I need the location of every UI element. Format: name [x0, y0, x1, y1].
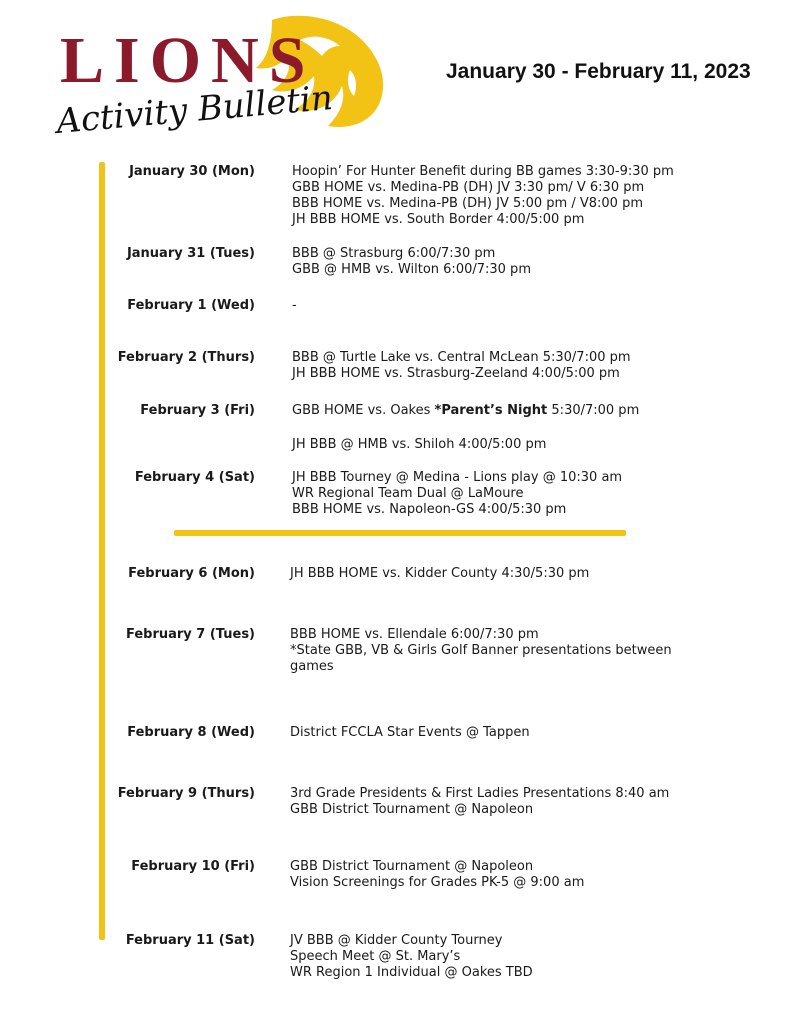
event-list — [292, 350, 712, 382]
event-item — [292, 403, 712, 419]
event-item: Vision Screenings for Grades PK-5 @ 9:00 am — [290, 875, 585, 890]
event-item: GBB District Tournament @ Napoleon — [290, 859, 534, 874]
day-label: February 4 (Sat) — [134, 470, 255, 485]
event-item: GBB @ HMB vs. Wilton 6:00/7:30 pm — [292, 262, 531, 277]
event-item: BBB @ Strasburg 6:00/7:30 pm — [292, 246, 496, 261]
event-item: BBB HOME vs. Napoleon-GS 4:00/5:30 pm — [292, 502, 567, 517]
logo-word: LIONS — [60, 24, 316, 97]
event-item: - — [292, 298, 297, 313]
logo-script: Activity Bulletin — [54, 78, 335, 142]
day-label: January 31 (Tues) — [126, 246, 255, 261]
vertical-divider — [99, 162, 105, 940]
horizontal-divider — [174, 530, 626, 536]
day-label: February 7 (Tues) — [125, 627, 255, 642]
event-text: 5:30/7:00 pm — [547, 403, 640, 418]
event-item: BBB HOME vs. Medina-PB (DH) JV 5:00 pm / V8:00 pm — [292, 196, 643, 211]
event-spacer — [292, 419, 712, 437]
day-label: February 6 (Mon) — [128, 566, 255, 581]
day-label: January 30 (Mon) — [129, 164, 255, 179]
event-item: JV BBB @ Kidder County Tourney — [290, 933, 503, 948]
event-list — [292, 164, 712, 228]
event-item: GBB District Tournament @ Napoleon — [290, 802, 534, 817]
day-label: February 11 (Sat) — [125, 933, 255, 948]
event-text: GBB HOME vs. Oakes — [292, 403, 435, 418]
event-item: GBB HOME vs. Medina-PB (DH) JV 3:30 pm/ V 6:30 pm — [292, 180, 645, 195]
day-label: February 8 (Wed) — [127, 725, 255, 740]
event-item: JH BBB Tourney @ Medina - Lions play @ 10:30 am — [292, 470, 623, 485]
event-item: Speech Meet @ St. Mary’s — [290, 949, 461, 964]
event-item: BBB @ Turtle Lake vs. Central McLean 5:30/7:00 pm — [292, 350, 631, 365]
event-item: 3rd Grade Presidents & First Ladies Presentations 8:40 am — [290, 786, 670, 801]
event-item: WR Region 1 Individual @ Oakes TBD — [290, 965, 533, 980]
event-list — [292, 246, 712, 278]
event-item: JH BBB HOME vs. Kidder County 4:30/5:30 pm — [290, 566, 590, 581]
day-label: February 9 (Thurs) — [117, 786, 255, 801]
day-label: February 10 (Fri) — [131, 859, 255, 874]
day-label: February 2 (Thurs) — [117, 350, 255, 365]
event-item: District FCCLA Star Events @ Tappen — [290, 725, 530, 740]
event-list — [290, 786, 710, 818]
event-list — [292, 470, 712, 518]
event-list — [292, 298, 712, 314]
event-list — [290, 725, 710, 741]
event-item: BBB HOME vs. Ellendale 6:00/7:30 pm — [290, 627, 539, 642]
event-item: *State GBB, VB & Girls Golf Banner presentations between games — [290, 643, 672, 674]
event-list — [292, 403, 712, 453]
lions-logo — [50, 10, 395, 140]
event-item: JH BBB @ HMB vs. Shiloh 4:00/5:00 pm — [292, 437, 547, 452]
event-list — [290, 627, 700, 675]
event-item: Hoopin’ For Hunter Benefit during BB games 3:30-9:30 pm — [292, 164, 674, 179]
event-list — [290, 859, 710, 891]
event-item: WR Regional Team Dual @ LaMoure — [292, 486, 524, 501]
event-item: JH BBB HOME vs. Strasburg-Zeeland 4:00/5:00 pm — [292, 366, 620, 381]
parents-night-emphasis: *Parent’s Night — [434, 403, 548, 418]
date-range: January 30 - February 11, 2023 — [446, 60, 751, 83]
day-label: February 3 (Fri) — [140, 403, 255, 418]
event-list — [290, 933, 710, 981]
event-list — [290, 566, 710, 582]
day-label: February 1 (Wed) — [127, 298, 255, 313]
event-item: JH BBB HOME vs. South Border 4:00/5:00 pm — [292, 212, 585, 227]
